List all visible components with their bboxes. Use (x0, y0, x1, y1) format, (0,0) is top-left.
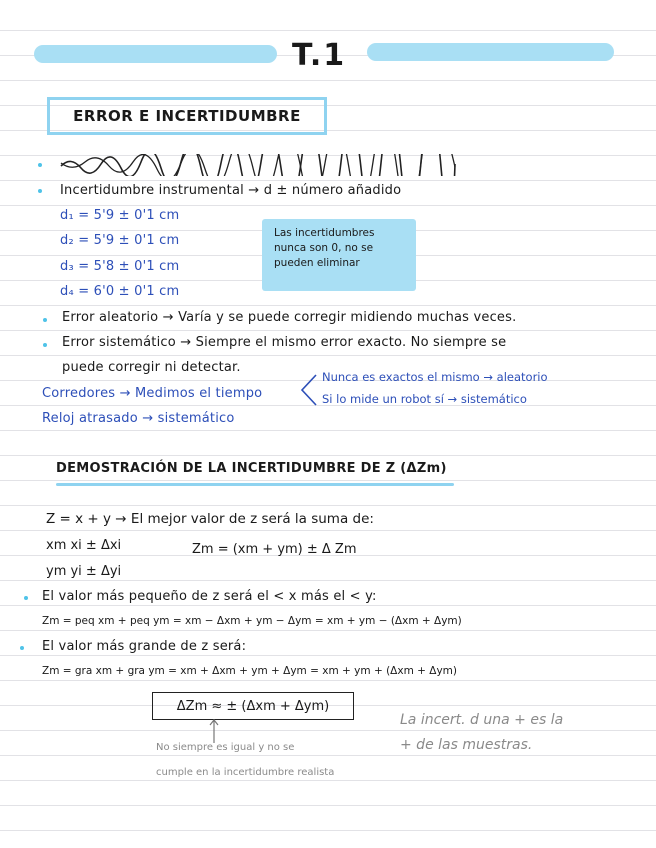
bracket-icon (298, 372, 320, 408)
line-pequeno-formula: Zm = peq xm + peq ym = xm − Δxm + ym − Δym = xm + ym − (Δxm + Δym) (42, 615, 462, 627)
gray-side-note: + de las muestras. (400, 737, 533, 753)
section-underline (56, 483, 454, 486)
bullet-sistematico: Error sistemático → Siempre el mismo error exacto. No siempre se (62, 335, 507, 350)
bullet-dot (43, 318, 47, 322)
gray-note-line: No siempre es igual y no se (156, 742, 295, 753)
line-xm: xm xi ± Δxi (46, 538, 122, 553)
note-line: pueden eliminar (274, 257, 360, 269)
blue-reloj: Reloj atrasado → sistemático (42, 411, 235, 426)
header-highlight-right (367, 43, 614, 61)
measurement-d3: d₃ = 5'8 ± 0'1 cm (60, 259, 180, 274)
line-pequeno: El valor más pequeño de z será el < x más el < y: (42, 589, 377, 604)
line-z-definition: Z = x + y → El mejor valor de z será la suma de: (46, 511, 374, 527)
bullet-sistematico-cont: puede corregir ni detectar. (62, 360, 241, 375)
bullet-aleatorio: Error aleatorio → Varía y se puede corregir midiendo muchas veces. (62, 310, 517, 325)
section-title-demostracion: DEMOSTRACIÓN DE LA INCERTIDUMBRE DE Z (ΔZm) (56, 461, 447, 476)
section-title-error: ERROR E INCERTIDUMBRE (47, 97, 327, 135)
measurement-d4: d₄ = 6'0 ± 0'1 cm (60, 284, 180, 299)
header-highlight-left (34, 45, 277, 63)
gray-side-note: La incert. d una + es la (400, 712, 564, 728)
line-grande: El valor más grande de z será: (42, 639, 247, 654)
page-title: T.1 (292, 38, 347, 73)
line-grande-formula: Zm = gra xm + gra ym = xm + Δxm + ym + Δym = xm + ym + (Δxm + Δym) (42, 665, 458, 677)
bullet-dot (38, 189, 42, 193)
line-zm-formula: Zm = (xm + ym) ± Δ Zm (192, 542, 357, 557)
crossed-out-text (59, 154, 457, 176)
measurement-d2: d₂ = 5'9 ± 0'1 cm (60, 233, 180, 248)
bullet-dot (38, 163, 42, 167)
note-line: Las incertidumbres (274, 227, 375, 239)
blue-corredores: Corredores → Medimos el tiempo (42, 386, 263, 401)
line-ym: ym yi ± Δyi (46, 564, 122, 579)
boxed-formula: ΔZm ≈ ± (Δxm + Δym) (152, 692, 354, 720)
gray-note-line: cumple en la incertidumbre realista (156, 767, 335, 778)
blue-branch-sistematico: Si lo mide un robot sí → sistemático (322, 392, 527, 406)
bullet-instrumental: Incertidumbre instrumental → d ± número añadido (60, 183, 402, 198)
blue-branch-aleatorio: Nunca es exactos el mismo → aleatorio (322, 370, 548, 384)
note-box (262, 219, 416, 291)
note-line: nunca son 0, no se (274, 242, 374, 254)
bullet-dot (20, 646, 24, 650)
bullet-dot (24, 596, 28, 600)
bullet-dot (43, 343, 47, 347)
measurement-d1: d₁ = 5'9 ± 0'1 cm (60, 208, 180, 223)
arrow-up-icon (208, 718, 220, 744)
